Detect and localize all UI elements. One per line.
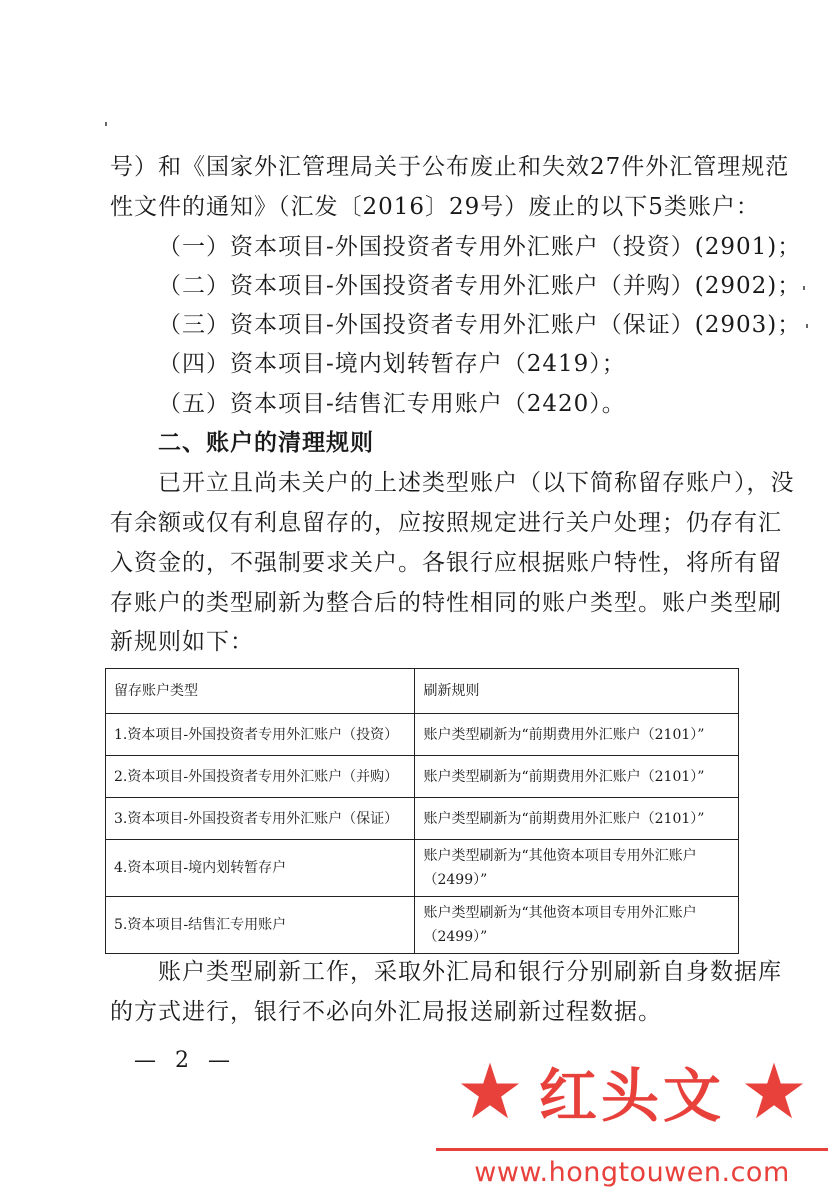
watermark-divider xyxy=(436,1148,828,1151)
watermark-url[interactable]: www.hongtouwen.com xyxy=(474,1157,790,1188)
section-heading: 二、账户的清理规则 xyxy=(158,429,374,456)
account-type-cell: 4.资本项目-境内划转暂存户 xyxy=(106,840,415,897)
intro-line-1: 号）和《国家外汇管理局关于公布废止和失效27件外汇管理规范 xyxy=(110,154,790,180)
closing-line-2: 的方式进行，银行不必向外汇局报送刷新过程数据。 xyxy=(110,999,662,1025)
column-header-refresh-rule: 刷新规则 xyxy=(415,669,739,714)
star-icon xyxy=(743,1060,805,1122)
refresh-rule-line: （2499）” xyxy=(423,929,488,945)
body-line-3: 入资金的，不强制要求关户。各银行应根据账户特性，将所有留 xyxy=(110,550,782,576)
refresh-rule-line: 账户类型刷新为“其他资本项目专用外汇账户 xyxy=(423,848,697,864)
refresh-rule-cell xyxy=(415,840,739,897)
table-row xyxy=(106,798,739,840)
watermark-title-text: 红头文 xyxy=(538,1062,725,1130)
list-item-2: （二）资本项目-外国投资者专用外汇账户（并购）(2902)； xyxy=(158,273,802,299)
account-type-cell: 3.资本项目-外国投资者专用外汇账户（保证） xyxy=(106,798,415,840)
body-line-4: 存账户的类型刷新为整合后的特性相同的账户类型。账户类型刷 xyxy=(110,590,782,616)
body-line-1: 已开立且尚未关户的上述类型账户（以下简称留存账户），没 xyxy=(158,470,795,496)
refresh-rules-table xyxy=(105,668,739,954)
refresh-rule-cell xyxy=(415,897,739,954)
list-item-4: （四）资本项目-境内划转暂存户（2419）； xyxy=(158,351,626,377)
table-row xyxy=(106,714,739,756)
account-type-cell: 5.资本项目-结售汇专用账户 xyxy=(106,897,415,954)
list-item-3: （三）资本项目-外国投资者专用外汇账户（保证）(2903)； xyxy=(158,312,802,338)
list-item-1: （一）资本项目-外国投资者专用外汇账户（投资）(2901)； xyxy=(158,234,802,260)
watermark-title xyxy=(436,1052,828,1130)
watermark[interactable] xyxy=(436,1052,828,1188)
star-icon xyxy=(459,1060,521,1122)
table-header-row xyxy=(106,669,739,714)
table-row xyxy=(106,897,739,954)
body-line-5: 新规则如下： xyxy=(110,629,254,655)
refresh-rule-line: （2499）” xyxy=(423,872,488,888)
intro-line-2: 性文件的通知》（汇发〔2016〕29号）废止的以下5类账户： xyxy=(110,194,760,220)
closing-line-1: 账户类型刷新工作，采取外汇局和银行分别刷新自身数据库 xyxy=(158,959,782,985)
table-row xyxy=(106,840,739,897)
scan-speck xyxy=(806,324,808,328)
list-item-5: （五）资本项目-结售汇专用账户（2420）。 xyxy=(158,391,626,417)
account-type-cell: 2.资本项目-外国投资者专用外汇账户（并购） xyxy=(106,756,415,798)
column-header-account-type: 留存账户类型 xyxy=(106,669,415,714)
page-number: — 2 — xyxy=(134,1048,236,1073)
account-type-cell: 1.资本项目-外国投资者专用外汇账户（投资） xyxy=(106,714,415,756)
refresh-rule-cell: 账户类型刷新为“前期费用外汇账户（2101）” xyxy=(415,798,739,840)
refresh-rule-cell: 账户类型刷新为“前期费用外汇账户（2101）” xyxy=(415,714,739,756)
refresh-rule-line: 账户类型刷新为“其他资本项目专用外汇账户 xyxy=(423,905,697,921)
refresh-rule-cell: 账户类型刷新为“前期费用外汇账户（2101）” xyxy=(415,756,739,798)
scan-speck xyxy=(803,286,805,290)
scan-speck xyxy=(105,122,107,126)
table-row xyxy=(106,756,739,798)
body-line-2: 有余额或仅有利息留存的，应按照规定进行关户处理；仍存有汇 xyxy=(110,510,782,536)
